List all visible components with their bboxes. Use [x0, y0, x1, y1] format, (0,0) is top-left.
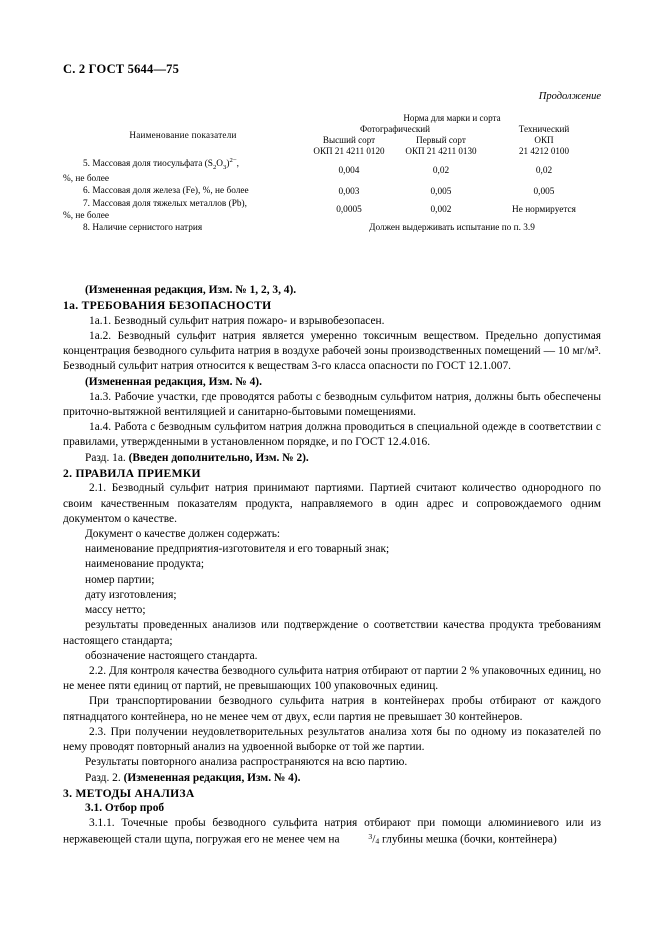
paragraph-2-1: 2.1. Безводный сульфит натрия принимают партиями. Партией считают количество однородного по своим качественным показателям продукта, направляемого в один адрес и сопровождаемого одним документом о качестве. [63, 482, 601, 525]
section-2-title: 2. ПРАВИЛА ПРИЕМКИ [63, 466, 201, 480]
fraction-numerator: 3 [368, 831, 373, 841]
fraction-three-quarters: $^3/_4$ [368, 831, 380, 846]
table-row [63, 185, 601, 197]
header-sub-first-grade [395, 135, 487, 157]
paragraph-1a-4: 1а.4. Работа с безводным сульфитом натрия должна проводиться в специальной одежде в соответствии с правилами, утвержденными в установленном порядке, и по ГОСТ 12.4.016. [63, 421, 601, 449]
body-content [63, 283, 601, 847]
row-7-label-line1: Массовая доля тяжелых металлов (Pb), [92, 198, 247, 209]
row-6-value-technical: 0,005 [533, 186, 555, 197]
paragraph-2-2b: При транспортировании безводного сульфита натрия в контейнерах пробы отбирают от каждого пятнадцатого контейнера, но не менее чем от двух, если партия не превышает 30 контейнеров. [63, 695, 601, 723]
row-7-number: 7. [83, 198, 90, 209]
list-item: наименование продукта; [85, 558, 205, 571]
table-row [63, 157, 601, 185]
row-5-label-line2: %, не более [63, 174, 109, 185]
header-sub-first-grade-line2: ОКП 21 4211 0130 [405, 146, 477, 157]
header-sub-technical-line2: 21 4212 0100 [518, 146, 569, 157]
row-5-value-highest: 0,004 [338, 166, 360, 177]
list-item: наименование предприятия-изготовителя и его товарный знак; [85, 543, 390, 556]
header-sub-highest-grade-line2: ОКП 21 4211 0120 [313, 146, 385, 157]
row-7-value-highest: 0,0005 [336, 204, 362, 215]
razd-1a-prefix: Разд. 1а. [85, 451, 126, 464]
header-norm-group: Норма для марки и сорта [403, 113, 501, 123]
table-header-row-1 [63, 113, 601, 124]
subsection-3-1-title: 3.1. Отбор проб [85, 802, 165, 815]
row-5-sub1: 2 [212, 164, 217, 172]
list-item: массу нетто; [85, 604, 146, 617]
paragraph-3-1-1-part-a: 3.1.1. Точечные пробы безводного сульфита натрия отбирают при помощи алюминиевого или из нержавеющей стали щупа, погружая его не менее чем на [63, 817, 601, 846]
row-7-value-technical: Не нормируется [512, 204, 576, 215]
row-8-number: 8. [83, 223, 90, 234]
list-item-standard-designation: обозначение настоящего стандарта. [85, 649, 258, 662]
continuation-label: Продолжение [538, 91, 601, 102]
page-header: С. 2 ГОСТ 5644—75 [63, 62, 180, 76]
header-sub-highest-grade-line1: Высший сорт [322, 135, 376, 146]
row-8-value-span: Должен выдерживать испытание по п. 3.9 [369, 223, 535, 234]
row-7-label [63, 198, 303, 223]
list-item-results: результаты проведенных анализов или подтверждение о соответствии качества продукта требованиям настоящего стандарта; [63, 619, 601, 647]
paragraph-2-3b: Результаты повторного анализа распространяются на всю партию. [85, 756, 408, 769]
razd-1a-note-line [63, 451, 601, 466]
paragraph-3-1-1 [63, 816, 601, 847]
paragraph-2-2: 2.2. Для контроля качества безводного сульфита натрия отбирают от партии 2 % упаковочных единиц, но не менее пяти единиц от партий, не превышающих 100 упаковочных единиц. [63, 664, 601, 693]
razd-2-prefix: Разд. 2. [85, 771, 121, 784]
row-5-value-first: 0,02 [432, 166, 450, 177]
section-1a-title: 1а. ТРЕБОВАНИЯ БЕЗОПАСНОСТИ [63, 299, 272, 313]
row-5-sup: 2− [229, 157, 237, 165]
row-6-label [63, 185, 303, 197]
row-5-sub2: 3 [223, 164, 227, 172]
row-7-value-first: 0,002 [430, 204, 452, 215]
specification-table [63, 113, 601, 235]
paragraph-doc-intro: Документ о качестве должен содержать: [85, 528, 281, 540]
fraction-denominator: 4 [375, 836, 380, 846]
note-1a-2-revision: (Измененная редакция, Изм. № 4). [85, 375, 262, 388]
header-sub-highest-grade [303, 135, 395, 157]
header-sub-first-grade-line1: Первый сорт [416, 135, 466, 146]
table-row [63, 198, 601, 223]
row-6-number: 6. [83, 186, 90, 197]
paragraph-1a-2: 1а.2. Безводный сульфит натрия является умеренно токсичным веществом. Предельно допустимая концентрация безводного сульфита натрия в воздухе рабочей зоны производственных помещений — 10 мг/м³. Безводный сульфит натрия относится к веществам 3-го класса опасности по ГОСТ 12.1.007. [63, 329, 601, 373]
paragraph-1a-3: 1а.3. Рабочие участки, где проводятся работы с безводным сульфитом натрия, должны быть обеспечены приточно-вытяжной вентиляцией и санитарно-бытовыми помещениями. [63, 390, 601, 418]
row-7-label-line2: %, не более [63, 210, 109, 221]
header-indicator-name: Наименование показатели [129, 129, 237, 140]
row-5-value-technical: 0,02 [535, 166, 553, 177]
row-5-label-mid: O [216, 159, 224, 170]
razd-2-note: (Измененная редакция, Изм. № 4). [123, 771, 301, 784]
row-6-value-highest: 0,003 [338, 186, 360, 197]
header-grade-photographic: Фотографический [359, 124, 431, 135]
header-grade-technical: Технический [518, 124, 570, 135]
section-3-title: 3. МЕТОДЫ АНАЛИЗА [63, 786, 195, 800]
razd-1a-note: (Введен дополнительно, Изм. № 2). [128, 451, 309, 464]
note-table-revision: (Измененная редакция, Изм. № 1, 2, 3, 4). [85, 284, 297, 296]
table-row [63, 222, 601, 234]
paragraph-3-1-1-part-b: глубины мешка (бочки, контейнера) [379, 833, 557, 846]
row-8-label [63, 222, 303, 234]
row-5-label [63, 157, 303, 185]
row-5-label-post: ) [226, 159, 230, 170]
header-sub-technical-line1: ОКП [534, 135, 554, 146]
row-6-label-text: Массовая доля железа (Fe), %, не более [92, 186, 249, 197]
row-5-number: 5. [83, 159, 90, 170]
paragraph-2-3: 2.3. При получении неудовлетворительных результатов анализа хотя бы по одному из показателей по нему проводят повторный анализ на удвоенной выборке от той же партии. [63, 725, 601, 754]
list-item: дату изготовления; [85, 588, 177, 601]
row-6-value-first: 0,005 [430, 186, 452, 197]
row-5-label-tail: , [236, 159, 239, 170]
paragraph-1a-1: 1а.1. Безводный сульфит натрия пожаро- и взрывобезопасен. [89, 314, 385, 327]
header-sub-technical [487, 135, 601, 157]
row-5-label-pre: Массовая доля тиосульфата (S [92, 159, 213, 170]
list-item: номер партии; [85, 573, 155, 586]
razd-2-note-line [63, 771, 601, 786]
row-8-label-text: Наличие сернистого натрия [92, 223, 203, 234]
